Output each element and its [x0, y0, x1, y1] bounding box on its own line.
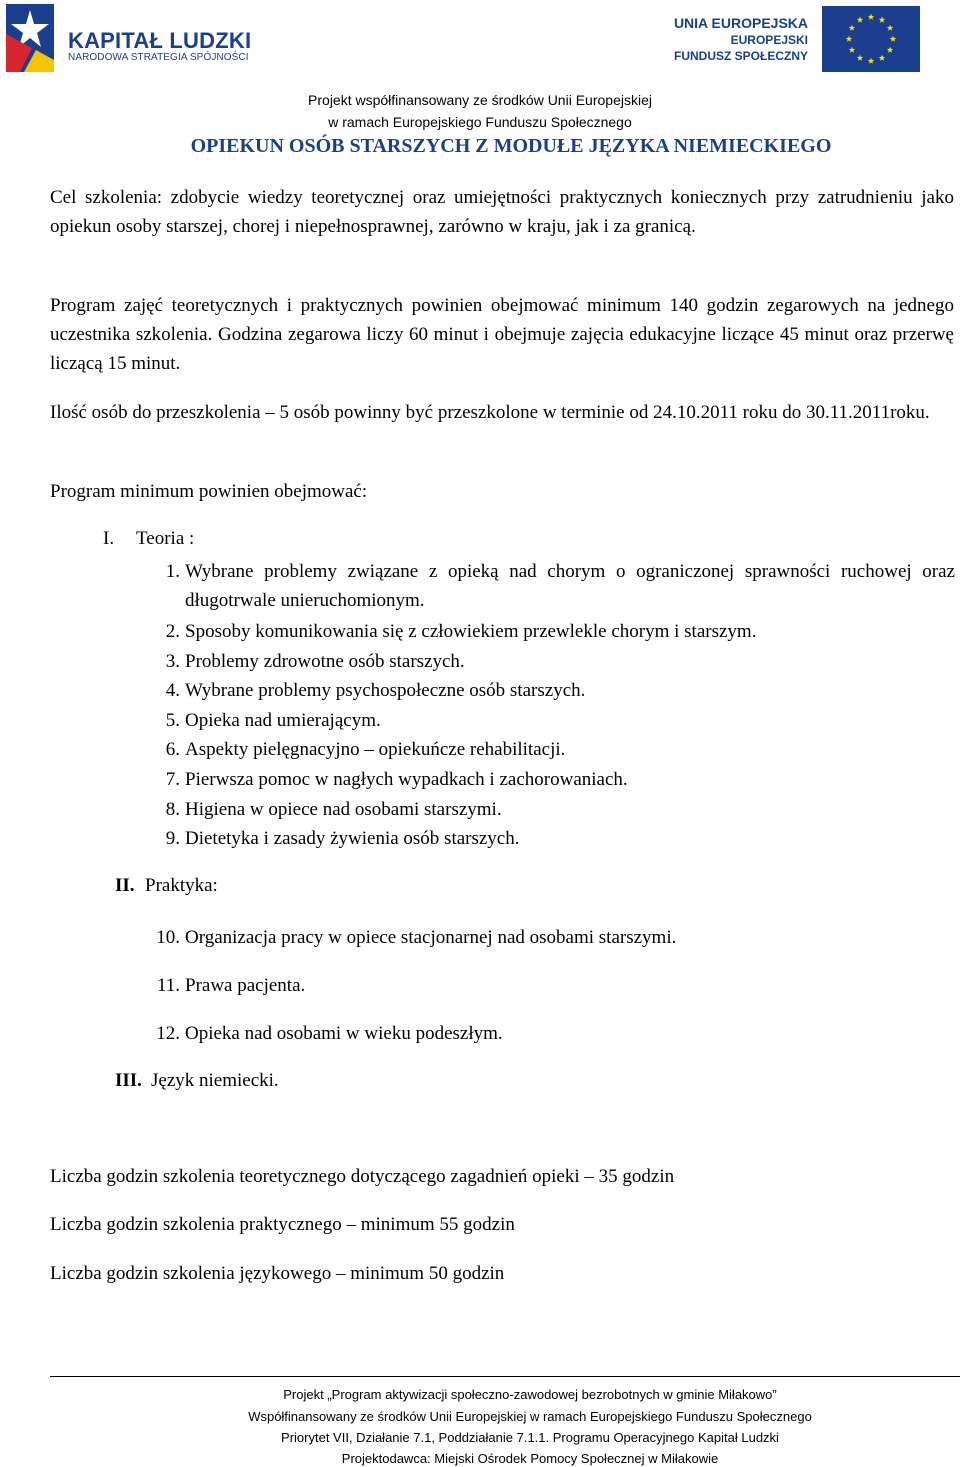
section-3-numeral: III.: [115, 1070, 142, 1091]
kapital-ludzki-title: KAPITAŁ LUDZKI: [68, 28, 252, 53]
section-1-numeral: I.: [103, 528, 115, 549]
list-item-number: 5.: [165, 710, 180, 731]
kapital-ludzki-subtitle: NARODOWA STRATEGIA SPÓJNOŚCI: [68, 52, 249, 63]
footer-divider: [50, 1376, 960, 1377]
list-item-text: Organizacja pracy w opiece stacjonarnej nad osobami starszymi.: [185, 927, 677, 948]
footer-line-3: Priorytet VII, Działanie 7.1, Poddziałanie 7.1.1. Programu Operacyjnego Kapitał Ludzki: [281, 1430, 779, 1445]
list-item-number: 8.: [165, 799, 180, 820]
list-item-text: Prawa pacjenta.: [185, 975, 306, 996]
list-item-text: Wybrane problemy psychospołeczne osób starszych.: [185, 680, 586, 701]
section-2-numeral: II.: [115, 875, 135, 896]
eu-logo: [660, 6, 920, 74]
eu-logo-line2: EUROPEJSKI: [730, 33, 808, 47]
program-intro: Program minimum powinien obejmować:: [50, 481, 368, 502]
hours-theory: Liczba godzin szkolenia teoretycznego dotyczącego zagadnień opieki – 35 godzin: [50, 1166, 675, 1187]
hours-practice: Liczba godzin szkolenia praktycznego – minimum 55 godzin: [50, 1214, 515, 1235]
list-item-number: 7.: [165, 769, 180, 790]
list-item-number: 9.: [165, 828, 180, 849]
eu-flag-icon: [822, 6, 920, 72]
eu-logo-line3: FUNDUSZ SPOŁECZNY: [673, 49, 808, 63]
list-item-text: Opieka nad osobami w wieku podeszłym.: [185, 1023, 503, 1044]
list-item-text: Aspekty pielęgnacyjno – opiekuńcze rehabilitacji.: [185, 739, 566, 760]
section-3-label: Język niemiecki.: [151, 1070, 279, 1091]
cofinancing-line-1: Projekt współfinansowany ze środków Unii Europejskiej: [308, 92, 652, 108]
list-item-text: Opieka nad umierającym.: [185, 710, 381, 731]
paragraph-goal: Cel szkolenia: zdobycie wiedzy teoretycznej oraz umiejętności praktycznych koniecznych przy zatrudnieniu jako opiekun osoby starszej, chorej i niepełnosprawnej, zarówno w kraju, jak i za granicą.: [50, 187, 954, 237]
list-item-number: 10.: [156, 927, 180, 948]
kapital-ludzki-logo: [6, 4, 252, 74]
list-item-text: Higiena w opiece nad osobami starszymi.: [185, 799, 502, 820]
list-item-text: Wybrane problemy związane z opieką nad chorym o ograniczonej sprawności ruchowej oraz długotrwale unieruchomionym.: [185, 561, 955, 611]
kapital-ludzki-mark-icon: [6, 4, 54, 72]
eu-logo-text: [674, 14, 808, 64]
list-item-text: Problemy zdrowotne osób starszych.: [185, 651, 465, 672]
list-item-text: Dietetyka i zasady żywienia osób starszych.: [185, 828, 520, 849]
eu-logo-line1: UNIA EUROPEJSKA: [673, 15, 808, 31]
list-item-text: Sposoby komunikowania się z człowiekiem przewlekle chorym i starszym.: [185, 621, 757, 642]
hours-language: Liczba godzin szkolenia językowego – minimum 50 godzin: [50, 1263, 505, 1284]
list-item-number: 4.: [165, 680, 180, 701]
list-item-number: 12.: [156, 1023, 180, 1044]
footer-line-2: Współfinansowany ze środków Unii Europejskiej w ramach Europejskiego Funduszu Społecznego: [248, 1409, 812, 1424]
paragraph-participant-count: Ilość osób do przeszkolenia – 5 osób powinny być przeszkolone w terminie od 24.10.2011 roku do 30.11.2011roku.: [50, 402, 930, 423]
list-item-number: 2.: [165, 621, 180, 642]
footer-line-1: Projekt „Program aktywizacji społeczno-zawodowej bezrobotnych w gminie Miłakowo”: [283, 1387, 777, 1402]
cofinancing-line-2: w ramach Europejskiego Funduszu Społecznego: [328, 114, 632, 130]
document-title: OPIEKUN OSÓB STARSZYCH Z MODUŁE JĘZYKA NIEMIECKIEGO: [190, 135, 832, 157]
footer-line-4: Projektodawca: Miejski Ośrodek Pomocy Społecznej w Miłakowie: [341, 1451, 719, 1466]
section-2-label: Praktyka:: [145, 875, 218, 896]
list-item-number: 6.: [165, 739, 180, 760]
paragraph-program: Program zajęć teoretycznych i praktycznych powinien obejmować minimum 140 godzin zegarowych na jednego uczestnika szkolenia. Godzina zegarowa liczy 60 minut i obejmuje zajęcia edukacyjne liczące 45 minut oraz przerwę liczącą 15 minut.: [50, 295, 954, 374]
section-1-label: Teoria :: [136, 528, 195, 549]
list-item-number: 1.: [165, 561, 180, 582]
list-item-number: 3.: [165, 651, 180, 672]
list-item-text: Pierwsza pomoc w nagłych wypadkach i zachorowaniach.: [185, 769, 628, 790]
list-item-number: 11.: [156, 975, 180, 996]
